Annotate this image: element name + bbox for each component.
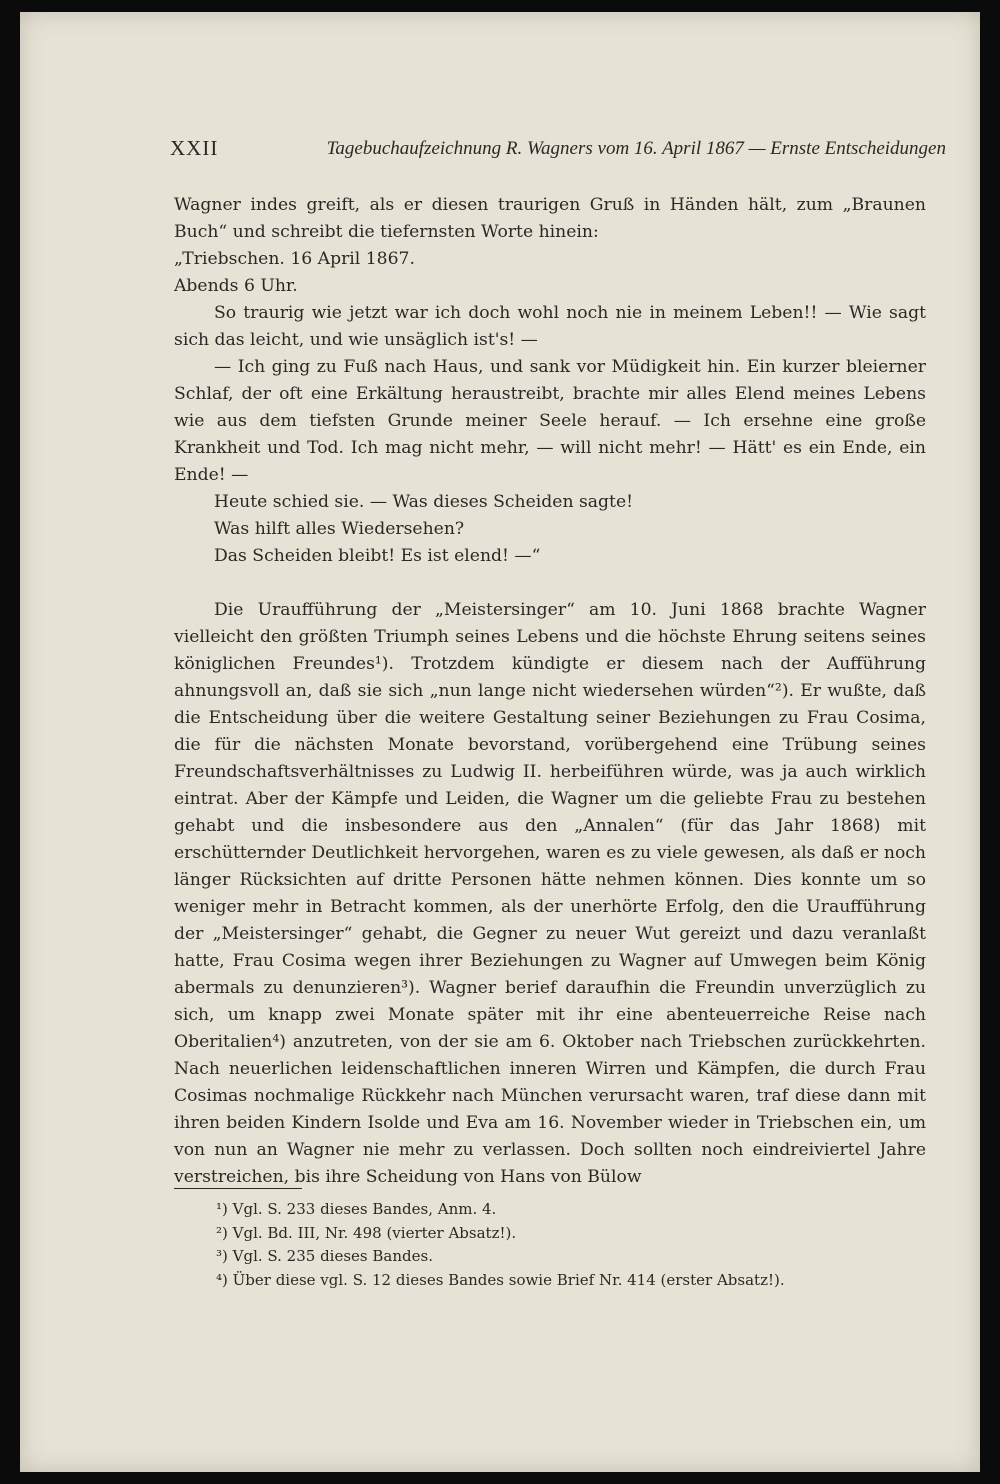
page-number: XXII <box>170 136 219 160</box>
running-header <box>170 136 946 166</box>
diary-dateline: „Triebschen. 16 April 1867. <box>174 249 415 269</box>
intro-paragraph: Wagner indes greift, als er diesen traurigen Gruß in Händen hält, zum „Braunen Buch“ und schreibt die tiefernsten Worte hinein: <box>174 195 926 242</box>
running-title: Tagebuchaufzeichnung R. Wagners vom 16. April 1867 — Ernste Entscheidungen <box>326 138 946 159</box>
page-body <box>174 192 926 1191</box>
diary-time: Abends 6 Uhr. <box>174 276 298 296</box>
diary-entry-paragraph: — Ich ging zu Fuß nach Haus, und sank vor Müdigkeit hin. Ein kurzer bleierner Schlaf, der oft eine Erkältung heraustreibt, brachte mir alles Elend meines Lebens wie aus dem tiefsten Grunde meiner Seele herauf. — Ich ersehne eine große Krankheit und Tod. Ich mag nicht mehr, — will nicht mehr! — Hätt' es ein Ende, ein Ende! — <box>174 357 926 485</box>
footnotes <box>174 1188 926 1292</box>
footnote: ²) Vgl. Bd. III, Nr. 498 (vierter Absatz!). <box>216 1223 517 1242</box>
section-gap <box>174 570 926 597</box>
diary-entry-paragraph: So traurig wie jetzt war ich doch wohl noch nie in meinem Leben!! — Wie sagt sich das leicht, und wie unsäglich ist's! — <box>174 303 926 350</box>
footnote: ³) Vgl. S. 235 dieses Bandes. <box>216 1247 433 1265</box>
footnote: ⁴) Über diese vgl. S. 12 dieses Bandes sowie Brief Nr. 414 (erster Absatz!). <box>216 1270 785 1289</box>
footnote: ¹) Vgl. S. 233 dieses Bandes, Anm. 4. <box>216 1200 497 1218</box>
diary-verse-line: Das Scheiden bleibt! Es ist elend! —“ <box>214 546 541 566</box>
main-paragraph: Die Uraufführung der „Meistersinger“ am 10. Juni 1868 brachte Wagner vielleicht den größten Triumph seines Lebens und die höchste Ehrung seitens seines königlichen Freundes¹). Trotzdem kündigte er diesem nach der Aufführung ahnungsvoll an, daß sie sich „nun lange nicht wiedersehen würden“²). Er wußte, daß die Entscheidung über die weitere Gestaltung seiner Beziehungen zu Frau Cosima, die für die nächsten Monate bevorstand, vorübergehend eine Trübung seines Freundschaftsverhältnisses zu Ludwig II. herbeiführen würde, was ja auch wirklich eintrat. Aber der Kämpfe und Leiden, die Wagner um die geliebte Frau zu bestehen gehabt und die insbesondere aus den „Annalen“ (für das Jahr 1868) mit erschütternder Deutlichkeit hervorgehen, waren es zu viele gewesen, als daß er noch länger Rücksichten auf dritte Personen hätte nehmen können. Dies konnte um so weniger mehr in Betracht kommen, als der unerhörte Erfolg, den die Uraufführung der „Meistersinger“ gehabt, die Gegner zu neuer Wut gereizt und dazu veranlaßt hatte, Frau Cosima wegen ihrer Beziehungen zu Wagner auf Umwegen beim König abermals zu denunzieren³). Wagner berief daraufhin die Freundin unverzüglich zu sich, um knapp zwei Monate später mit ihr eine abenteuerreiche Reise nach Oberitalien⁴) anzutreten, von der sie am 6. Oktober nach Triebschen zurückkehrten. Nach neuerlichen leidenschaftlichen inneren Wirren und Kämpfen, die durch Frau Cosimas nochmalige Rückkehr nach München verursacht waren, traf diese dann mit ihren beiden Kindern Isolde und Eva am 16. November wieder in Triebschen ein, um von nun an Wagner nie mehr zu verlassen. Doch sollten noch eindreiviertel Jahre verstreichen, bis ihre Scheidung von Hans von Bülow <box>174 600 926 1187</box>
diary-verse-line: Was hilft alles Wiedersehen? <box>214 519 465 539</box>
diary-verse-line: Heute schied sie. — Was dieses Scheiden sagte! <box>214 492 634 512</box>
footnote-rule <box>174 1188 302 1189</box>
